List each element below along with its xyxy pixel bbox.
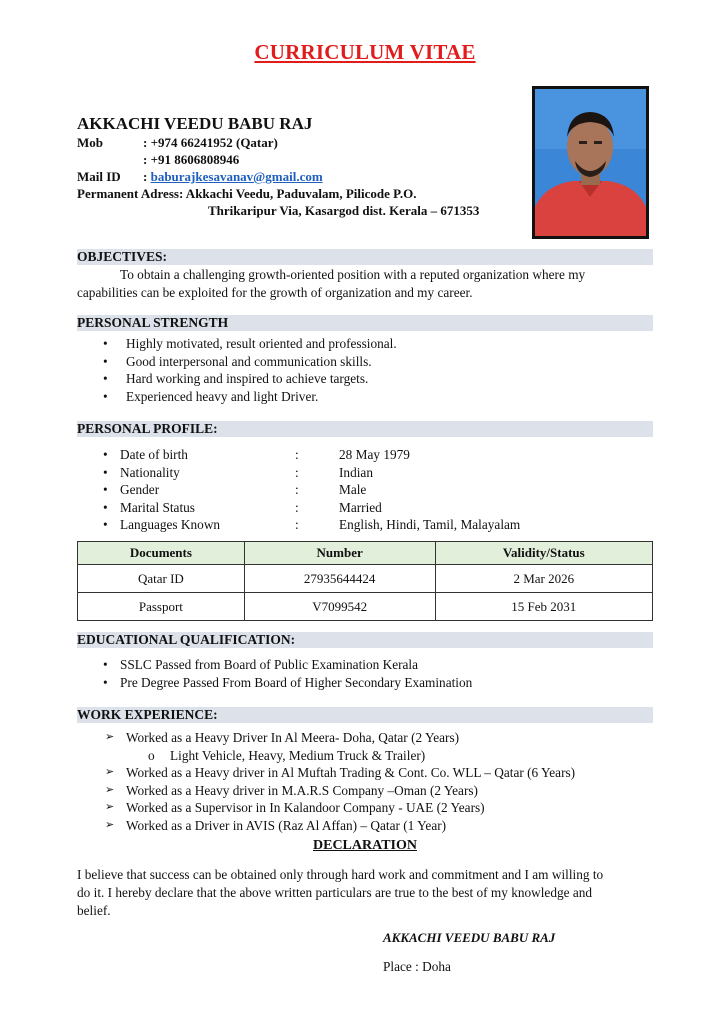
personal-profile-heading: PERSONAL PROFILE: bbox=[77, 421, 653, 437]
list-item: • Pre Degree Passed From Board of Higher Secondary Examination bbox=[103, 674, 473, 690]
strength-list bbox=[77, 335, 653, 405]
place: Place : Doha bbox=[383, 959, 451, 974]
table-cell: 27935644424 bbox=[244, 565, 435, 593]
list-item: • Experienced heavy and light Driver. bbox=[103, 388, 319, 404]
list-item: ➢ Worked as a Driver in AVIS (Raz Al Affan) – Qatar (1 Year) bbox=[105, 817, 447, 833]
objectives-heading: OBJECTIVES: bbox=[77, 249, 653, 265]
contact-block bbox=[77, 134, 479, 219]
email-row: Mail ID : baburajkesavanav@gmail.com bbox=[77, 169, 323, 184]
address-line-1: Permanent Adress: Akkachi Veedu, Paduvalam, Pilicode P.O. bbox=[77, 186, 417, 201]
email-label: Mail ID bbox=[77, 169, 121, 184]
candidate-name: AKKACHI VEEDU BABU RAJ bbox=[77, 114, 313, 133]
list-item: • Highly motivated, result oriented and professional. bbox=[103, 336, 397, 351]
declaration-heading: DECLARATION bbox=[313, 838, 417, 853]
table-header-row bbox=[78, 542, 653, 565]
table-cell: Passport bbox=[78, 593, 245, 621]
list-item: • Hard working and inspired to achieve targets. bbox=[103, 371, 369, 386]
profile-row-marital-status: • Marital Status : Married bbox=[103, 499, 382, 515]
table-cell: Qatar ID bbox=[78, 565, 245, 593]
table-row bbox=[78, 593, 653, 621]
address-line-2: Thrikaripur Via, Kasargod dist. Kerala – 671353 bbox=[208, 203, 480, 218]
mobile-number-india: : +91 8606808946 bbox=[143, 152, 240, 167]
education-heading: EDUCATIONAL QUALIFICATION: bbox=[77, 632, 653, 648]
person-photo-icon bbox=[535, 89, 646, 236]
mobile-row-2 bbox=[77, 151, 479, 168]
column-header: Validity/Status bbox=[435, 542, 652, 565]
list-item: o Light Vehicle, Heavy, Medium Truck & Trailer) bbox=[148, 747, 426, 763]
email-link[interactable]: baburajkesavanav@gmail.com bbox=[150, 169, 323, 184]
list-item: ➢ Worked as a Heavy driver in M.A.R.S Company –Oman (2 Years) bbox=[105, 782, 478, 798]
table-cell: 15 Feb 2031 bbox=[435, 593, 652, 621]
column-header: Number bbox=[244, 542, 435, 565]
list-item: ➢ Worked as a Heavy Driver In Al Meera- Doha, Qatar (2 Years) bbox=[105, 730, 460, 745]
profile-row-gender: • Gender : Male bbox=[103, 482, 367, 497]
list-item: • SSLC Passed from Board of Public Examination Kerala bbox=[103, 657, 419, 672]
list-item: • Good interpersonal and communication skills. bbox=[103, 353, 372, 369]
education-list bbox=[77, 656, 653, 691]
profile-row-dob: • Date of birth : 28 May 1979 bbox=[103, 447, 410, 462]
documents-table bbox=[77, 541, 653, 621]
mobile-label: Mob bbox=[77, 135, 103, 150]
profile-row-languages: • Languages Known : English, Hindi, Tamil, Malayalam bbox=[103, 517, 521, 532]
document-title: CURRICULUM VITAE bbox=[254, 40, 476, 64]
table-row bbox=[78, 565, 653, 593]
list-item: ➢ Worked as a Supervisor in In Kalandoor Company - UAE (2 Years) bbox=[105, 800, 485, 815]
signature-name: AKKACHI VEEDU BABU RAJ bbox=[383, 930, 556, 945]
column-header: Documents bbox=[78, 542, 245, 565]
declaration-text: I believe that success can be obtained only through hard work and commitment and I am willing to do it. I hereby declare that the above written particulars are true to the best of my knowledge and belief. bbox=[77, 867, 604, 918]
mobile-row bbox=[77, 134, 479, 151]
work-list bbox=[77, 729, 653, 834]
table-cell: V7099542 bbox=[244, 593, 435, 621]
profile-photo bbox=[532, 86, 649, 239]
profile-list bbox=[77, 446, 653, 534]
objectives-text: To obtain a challenging growth-oriented position with a reputed organization where my capabilities can be exploited for the growth of organization and my career. bbox=[77, 267, 586, 300]
profile-row-nationality: • Nationality : Indian bbox=[103, 464, 373, 480]
table-cell: 2 Mar 2026 bbox=[435, 565, 652, 593]
mobile-number-qatar: : +974 66241952 (Qatar) bbox=[143, 135, 278, 150]
work-experience-heading: WORK EXPERIENCE: bbox=[77, 707, 653, 723]
list-item: ➢ Worked as a Heavy driver in Al Muftah Trading & Cont. Co. WLL – Qatar (6 Years) bbox=[105, 765, 576, 780]
personal-strength-heading: PERSONAL STRENGTH bbox=[77, 315, 653, 331]
